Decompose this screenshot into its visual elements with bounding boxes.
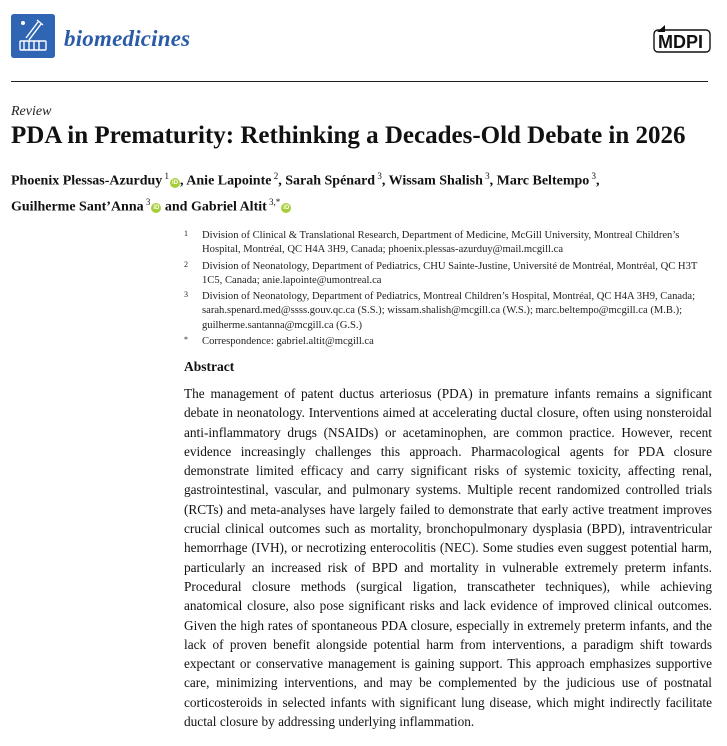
abstract-text: The management of patent ductus arteriosus (PDA) in premature infants remains a significant debate in neonatology. Interventions aimed at accelerating ductal closure, often using nonsteroidal anti-inflammatory drugs (NSAIDs) or acetaminophen, are common practice. However, recent evidence increasingly challenges this approach. Pharmacological agents for PDA closure demonstrate limited efficacy and carry significant risks of systemic toxicity, affecting renal, gastrointestinal, vascular, and pulmonary systems. Multiple recent randomized controlled trials (RCTs) and meta-analyses have largely failed to demonstrate that early active treatment improves crucial clinical outcomes such as mortality, bronchopulmonary dysplasia (BPD), intraventricular hemorrhage (IVH), or necrotizing enterocolitis (NEC). Some studies even suggest potential harm, particularly an increased risk of BPD and mortality in vulnerable extremely preterm infants. Procedural closure methods (surgical ligation, transcatheter techniques), while achieving anatomical closure, also pose significant risks and lack evidence of improved clinical outcomes. Given the high rates of spontaneous PDA closure, especially in extremely preterm infants, and the lack of proven benefit alongside potential harm from interventions, a paradigm shift towards expectant or conservative management is gaining support. This approach emphasizes supportive care, minimizing interventions, and may be complemented by the judicious use of postnatal corticosteroids in selected infants with significant lung disease, which might indirectly facilitate ductal closure by addressing underlying inflammation. — [184, 386, 712, 730]
affiliations — [184, 229, 714, 351]
author-name[interactable]: Phoenix Plessas-Azurduy — [11, 173, 163, 189]
affiliation-text: Division of Clinical & Translational Research, Department of Medicine, McGill University, Montreal Children’s Hospital, Montréal, QC H4A 3H9, Canada; phoenix.plessas-azurduy@mail.mcgill.ca — [202, 230, 680, 256]
author-affiliation-marker: 1 — [162, 171, 170, 181]
orcid-icon[interactable]: iD — [283, 205, 290, 212]
journal-name: biomedicines — [64, 26, 191, 51]
author-name[interactable]: Wissam Shalish — [388, 173, 483, 189]
publisher-name: MDPI — [658, 32, 703, 52]
author-name[interactable]: Marc Beltempo — [496, 173, 590, 189]
page-header — [0, 0, 727, 82]
orcid-icon[interactable]: iD — [153, 205, 160, 212]
author-name[interactable]: Sarah Spénard — [285, 173, 376, 189]
affiliation-item — [184, 290, 714, 333]
author-affiliation-marker: 3 — [375, 171, 382, 181]
article-type: Review — [11, 104, 52, 119]
author-name[interactable]: Guilherme Sant’Anna — [11, 199, 144, 215]
affiliation-number: 2 — [184, 259, 188, 269]
affiliation-text: Division of Neonatology, Department of Pediatrics, Montreal Children’s Hospital, Montréal, QC H4A 3H9, Canada; sarah.spenard.med@ssss.gouv.qc.ca (S.S.); wissam.shalish@mcgill.ca (W.S.); marc.beltempo@mcgill.ca (M.B.); guilherme.santanna@mcgill.ca (G.S.) — [202, 291, 696, 331]
article-title: PDA in Prematurity: Rethinking a Decades-Old Debate in 2026 — [11, 122, 686, 149]
affiliation-text: Division of Neonatology, Department of Pediatrics, CHU Sainte-Justine, Université de Montréal, Montréal, QC H3T 1C5, Canada; anie.lapointe@umontreal.ca — [202, 260, 698, 286]
author-affiliation-marker: 3,* — [266, 196, 281, 207]
affiliation-item — [184, 229, 714, 258]
affiliation-text: Correspondence: gabriel.altit@mcgill.ca — [202, 336, 374, 348]
affiliation-number: 1 — [184, 229, 188, 238]
author-affiliation-marker: 3 — [589, 171, 597, 181]
abstract-heading: Abstract — [184, 359, 235, 374]
author-list: Phoenix Plessas-Azurduy $^1$iD , Anie Lapointe $^2$, Sarah Spénard $^3$, Wissam Shalish $^3$, Marc Beltempo $^3$, Guilherme Sant’Anna $^3$iD and Gabriel Altit $^{3,*}$iD — [11, 171, 600, 215]
author-name[interactable]: Gabriel Altit — [190, 199, 267, 215]
author-affiliation-marker: 2 — [271, 171, 279, 181]
author-connector: and — [161, 199, 191, 215]
orcid-icon[interactable]: iD — [172, 179, 179, 186]
author-affiliation-marker: 3 — [143, 196, 151, 207]
header-divider — [11, 81, 708, 82]
journal-logo-icon — [11, 14, 55, 58]
author-name[interactable]: Anie Lapointe — [186, 173, 272, 189]
affiliation-number: * — [184, 335, 188, 345]
affiliation-item — [184, 260, 714, 289]
affiliation-number: 3 — [184, 290, 188, 300]
affiliation-item — [184, 335, 714, 349]
author-affiliation-marker: 3 — [482, 171, 490, 181]
